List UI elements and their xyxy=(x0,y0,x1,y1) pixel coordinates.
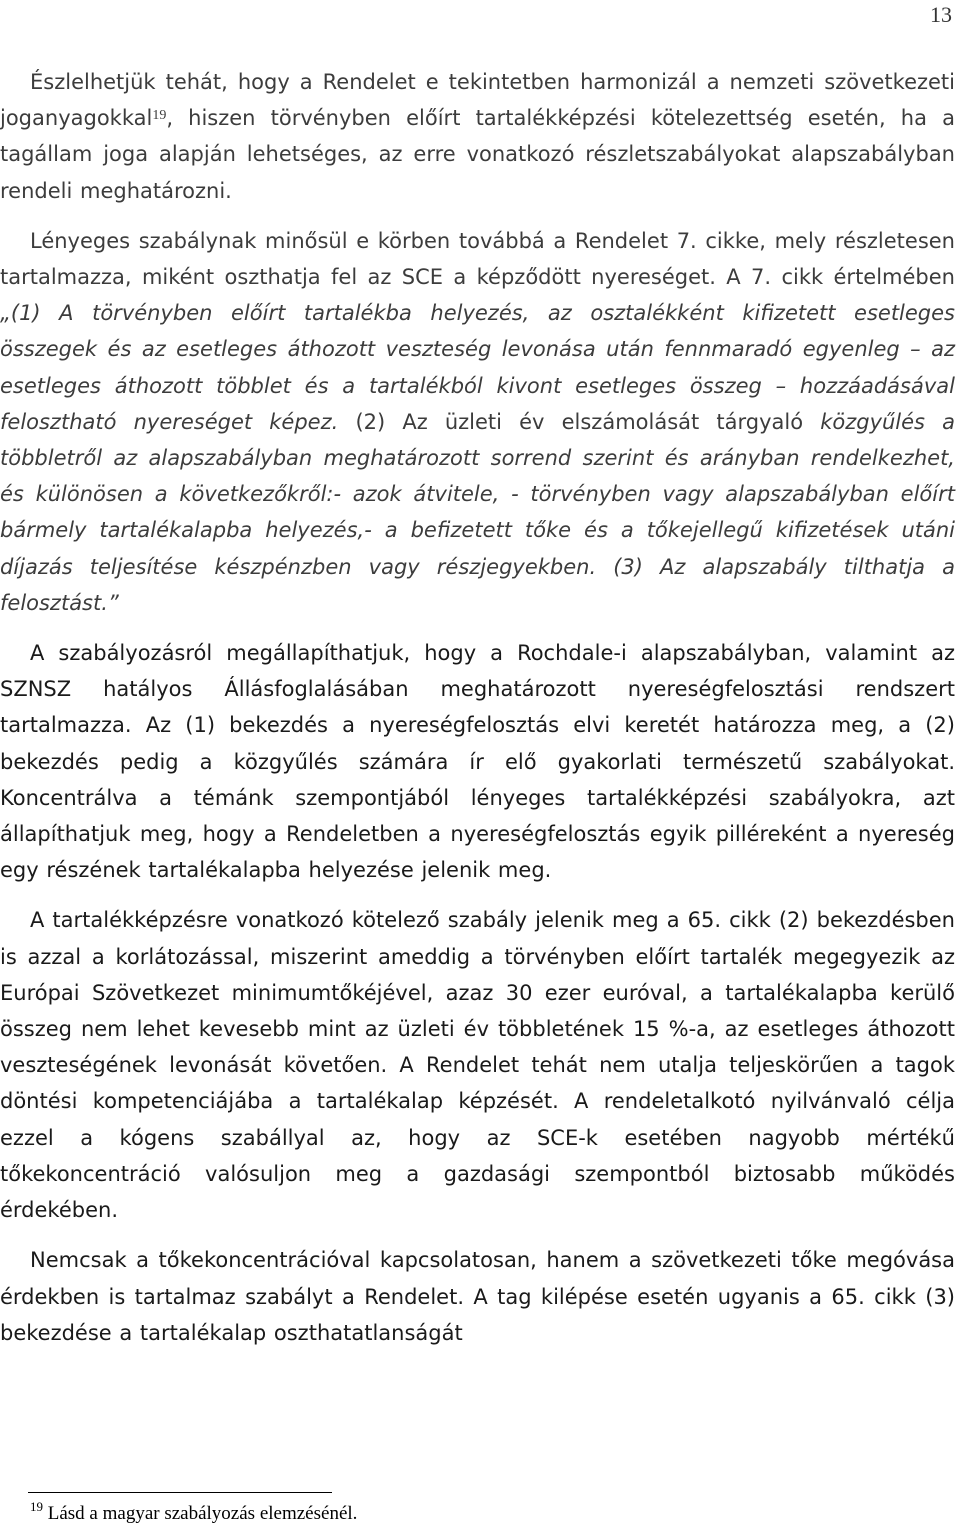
paragraph-5: Nemcsak a tőkekoncentrációval kapcsolatosan, hanem a szövetkezeti tőke megóvása érdekben is tartalmaz szabályt a Rendelet. A tag kilépése esetén ugyanis a 65. cikk (3) bekezdése a tartalékalap oszthatatlanságát xyxy=(0,1248,955,1345)
paragraph-1-text: Észlelhetjük tehát, hogy a Rendelet e tekintetben harmonizál a nemzeti szövetkezeti joganyagokkal xyxy=(0,70,955,131)
footnote-number: 19 xyxy=(30,1499,43,1514)
paragraph-2 xyxy=(0,223,955,621)
page-number: 13 xyxy=(930,2,952,27)
paragraph-1 xyxy=(0,64,955,209)
regulation-quote-part-1: „(1) A törvényben előírt tartalékba helyezés, az osztalékként kifizetett esetleges összegek és az esetleges áthozott veszteség levonása után fennmaradó egyenleg – az esetleges áthozott többlet és a tartalékból kivont esetleges összeg – hozzáadásával felosztható nyereséget képez. xyxy=(0,301,955,434)
regulation-quote-part-3: közgyűlés a többletről az alapszabályban meghatározott sorrend szerint és arányban rendelkezhet, és különösen a következőkről:- azok átvitele, - törvényben vagy alapszabályban előírt bármely tartalékalapba helyezés,- a befizetett tőke és a tőkejellegű kifizetések utáni díjazás teljesítése készpénzben vagy részjegyekben. (3) Az alapszabály tilthatja a felosztást.” xyxy=(0,409,955,615)
regulation-quote-part-2: (2) Az üzleti év elszámolását tárgyaló xyxy=(338,409,821,434)
paragraph-2-intro: Lényeges szabálynak minősül e körben továbbá a Rendelet 7. cikke, mely részletesen tartalmazza, miként oszthatja fel az SCE a képződött nyereséget. A 7. cikk értelmében xyxy=(0,228,955,290)
paragraph-3: A szabályozásról megállapíthatjuk, hogy a Rochdale-i alapszabályban, valamint az SZNSZ hatályos Állásfoglalásában meghatározott nyereségfelosztási rendszert tartalmazza. Az (1) bekezdés a nyereségfelosztás elvi keretét határozza meg, a (2) bekezdés pedig a közgyűlés számára ír elő gyakorlati természetű szabályokat. Koncentrálva a témánk szempontjából lényeges tartalékképzési szabályokra, azt állapíthatjuk meg, hogy a Rendeletben a nyereségfelosztás egyik pilléreként a nyereség egy részének tartalékalapba helyezése jelenik meg. xyxy=(0,641,955,883)
footnote-reference[interactable]: 19 xyxy=(152,108,167,124)
footnote-separator xyxy=(28,1492,332,1493)
footnote-text: Lásd a magyar szabályozás elemzésénél. xyxy=(43,1503,358,1524)
paragraph-1-text-cont: , hiszen törvényben előírt tartalékképzési kötelezettség esetén, ha a tagállam joga alapján lehetséges, az erre vonatkozó részletszabályokat alapszabályban rendeli meghatározni. xyxy=(0,106,955,203)
footnote xyxy=(30,1499,358,1525)
paragraph-4: A tartalékképzésre vonatkozó kötelező szabály jelenik meg a 65. cikk (2) bekezdésben is azzal a korlátozással, miszerint ameddig a törvényben előírt tartalék megegyezik az Európai Szövetkezet minimumtőkéjével, azaz 30 ezer euróval, a tartalékalapba kerülő összeg nem lehet kevesebb mint az üzleti év többletének 15 %-a, az esetleges áthozott veszteségének levonását követően. A Rendelet tehát nem utalja teljeskörűen a tagok döntési kompetenciájába a tartalékalap képzését. A rendeletalkotó nyilvánvaló célja ezzel a kógens szabállyal az, hogy az SCE-k esetében nagyobb mértékű tőkekoncentráció valósuljon meg a gazdasági szempontból biztosabb működés érdekében. xyxy=(0,908,955,1223)
document-body xyxy=(0,64,955,1351)
